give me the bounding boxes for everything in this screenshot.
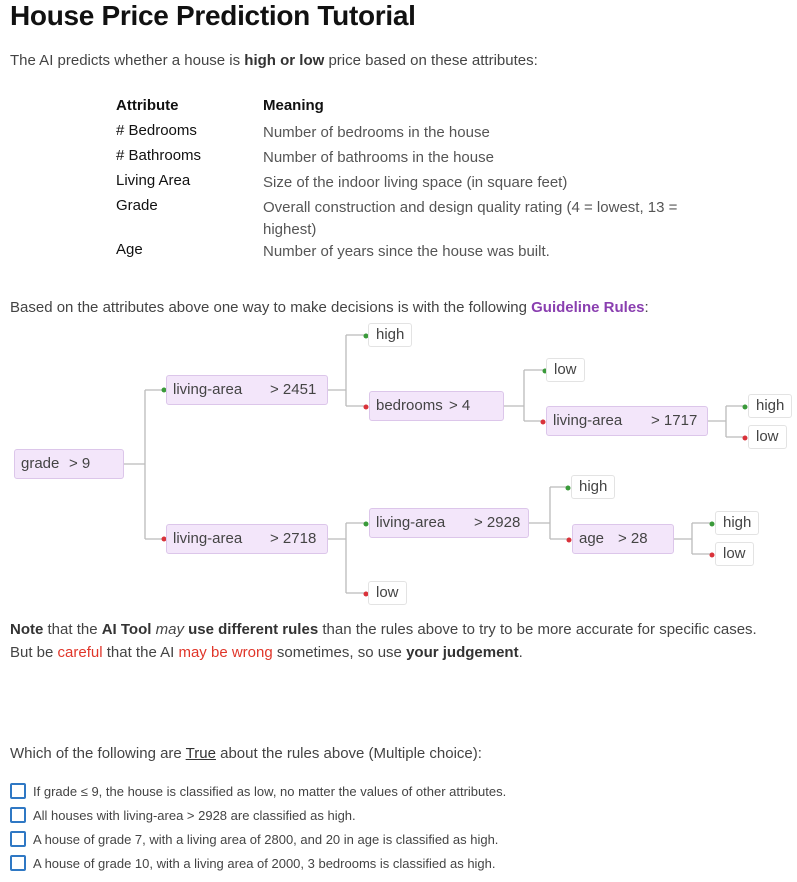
tree-leaf-low: low <box>368 581 407 605</box>
tree-node-age <box>572 524 674 554</box>
node-threshold: > 4 <box>449 397 471 414</box>
attribute-name: Living Area <box>116 172 191 189</box>
table-row <box>112 241 687 266</box>
node-feature: living-area <box>553 412 623 429</box>
option-label[interactable]: If grade ≤ 9, the house is classified as low, no matter the values of other attributes. <box>33 784 507 799</box>
node-threshold: > 2718 <box>270 530 317 547</box>
node-threshold: > 28 <box>618 530 648 547</box>
false-branch-dot <box>364 405 369 410</box>
tree-leaf-low: low <box>715 542 754 566</box>
node-feature: grade <box>21 455 60 472</box>
attribute-meaning: Number of bedrooms in the house <box>263 124 490 141</box>
tree-node-living-area-deep <box>546 406 708 436</box>
tree-leaf-high: high <box>571 475 615 499</box>
tree-connector <box>328 523 368 593</box>
table-row <box>112 122 687 147</box>
attribute-meaning: Overall construction and design quality rating (4 = lowest, 13 = highest) <box>263 199 678 238</box>
node-feature: living-area <box>376 514 446 531</box>
tree-leaf-high: high <box>368 323 412 347</box>
true-branch-dot <box>566 486 571 491</box>
attribute-meaning: Size of the indoor living space (in square feet) <box>263 174 568 191</box>
checkbox[interactable] <box>10 855 26 871</box>
intro-text: The AI predicts whether a house is high or low price based on these attributes: <box>10 52 538 69</box>
column-header-attribute: Attribute <box>116 97 179 114</box>
node-threshold: > 1717 <box>651 412 698 429</box>
question-text: Which of the following are True about the rules above (Multiple choice): <box>10 745 482 762</box>
tree-leaf-low: low <box>546 358 585 382</box>
tree-connector <box>328 335 368 406</box>
tree-leaf-high: high <box>748 394 792 418</box>
table-row <box>112 197 687 241</box>
tree-connector <box>504 370 546 421</box>
node-feature: bedrooms <box>376 397 443 414</box>
attribute-name: Age <box>116 241 143 258</box>
tree-node-living-area-upper <box>166 375 328 405</box>
rules-intro-text: Based on the attributes above one way to make decisions is with the following Guideline Rules: <box>10 299 649 316</box>
tree-connector <box>674 523 713 554</box>
true-branch-dot <box>743 405 748 410</box>
false-branch-dot <box>743 436 748 441</box>
tree-node-living-area-mid <box>369 508 529 538</box>
node-feature: living-area <box>173 530 243 547</box>
tree-leaf-high: high <box>715 511 759 535</box>
node-threshold: > 2451 <box>270 381 317 398</box>
checkbox[interactable] <box>10 783 26 799</box>
attribute-meaning: Number of bathrooms in the house <box>263 149 494 166</box>
column-header-meaning: Meaning <box>263 97 324 114</box>
checkbox[interactable] <box>10 807 26 823</box>
false-branch-dot <box>567 538 572 543</box>
option-label[interactable]: A house of grade 10, with a living area of 2000, 3 bedrooms is classified as high. <box>33 856 496 871</box>
tree-connector <box>708 406 746 437</box>
tree-node-root <box>14 449 124 479</box>
tree-node-living-area-lower <box>166 524 328 554</box>
table-row <box>112 147 687 172</box>
node-threshold: > 2928 <box>474 514 521 531</box>
false-branch-dot <box>541 420 546 425</box>
warning-text: may be wrong <box>178 644 273 661</box>
tree-leaf-low: low <box>748 425 787 449</box>
table-header-row <box>112 97 687 122</box>
warning-text: careful <box>57 644 103 661</box>
node-feature: living-area <box>173 381 243 398</box>
attribute-name: # Bathrooms <box>116 147 202 164</box>
option-label[interactable]: A house of grade 7, with a living area of 2800, and 20 in age is classified as high. <box>33 832 499 847</box>
guideline-rules-link: Guideline Rules <box>531 299 645 316</box>
intro-emphasis: high or low <box>244 52 325 69</box>
checkbox[interactable] <box>10 831 26 847</box>
note-text: Note that the AI Tool may use different rules than the rules above to try to be more accurate for specific cases. But be careful that the AI may be wrong sometimes, so use your judgement. <box>10 621 757 661</box>
attribute-meaning: Number of years since the house was built. <box>263 243 550 260</box>
tree-connector <box>529 487 571 539</box>
attribute-name: # Bedrooms <box>116 122 197 139</box>
true-branch-dot <box>364 522 369 527</box>
page-title: House Price Prediction Tutorial <box>10 0 416 31</box>
tree-node-bedrooms <box>369 391 504 421</box>
tree-connector <box>124 390 165 539</box>
attribute-table <box>112 97 687 266</box>
node-threshold: > 9 <box>69 455 91 472</box>
false-branch-dot <box>710 553 715 558</box>
option-label[interactable]: All houses with living-area > 2928 are classified as high. <box>33 808 356 823</box>
true-branch-dot <box>710 522 715 527</box>
table-row <box>112 172 687 197</box>
attribute-name: Grade <box>116 197 158 214</box>
node-feature: age <box>579 530 605 547</box>
